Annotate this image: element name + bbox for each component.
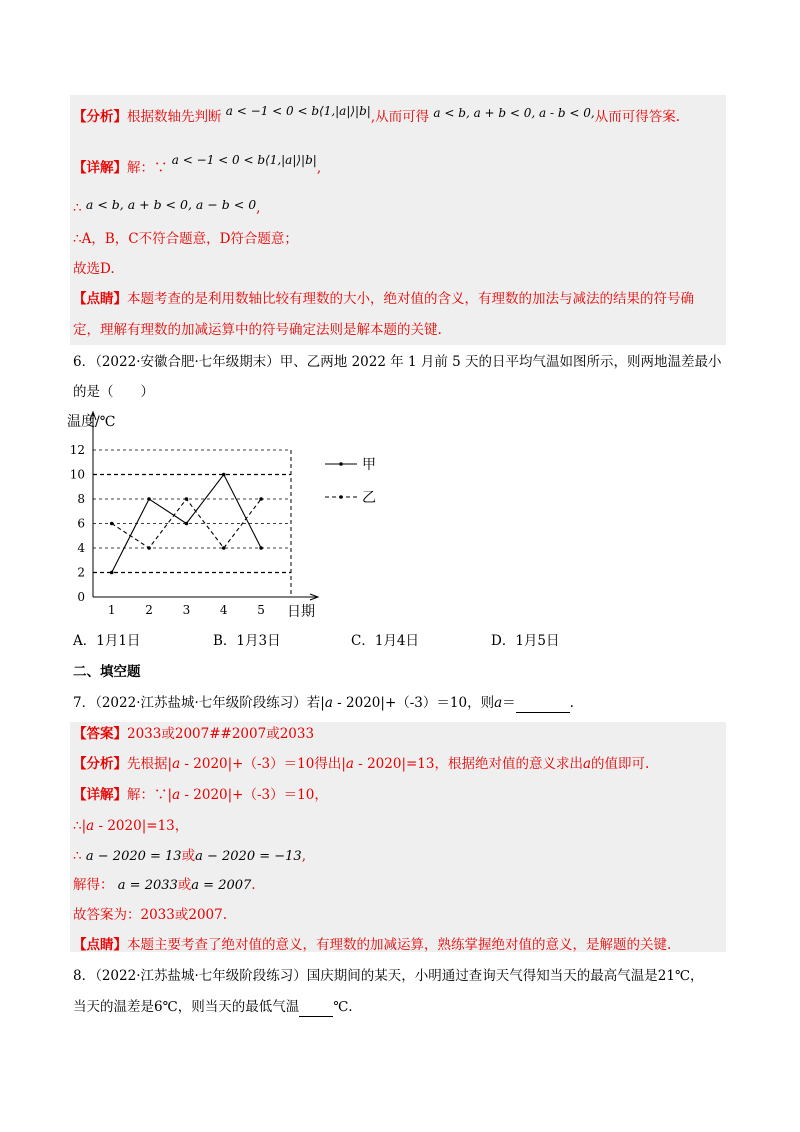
chart-xlabel: 日期: [287, 604, 315, 620]
chart-ylabel: 温度/℃: [67, 414, 116, 430]
section-title: 二、填空题: [73, 664, 141, 680]
q7-stem: 7．（2022·江苏盐城·七年级阶段练习）若|a - 2020|+（-3）＝10，则a＝ .: [73, 695, 574, 711]
q5-analysis-line: 【分析】根据数轴先判断 a < −1 < 0 < b⟨1,|a|⟩|b|,从而可得 a < b, a + b < 0, a - b < 0,从而可得答案.: [73, 104, 680, 125]
y-tick-label: 12: [69, 443, 85, 457]
q5-comment-line2: 定，理解有理数的加减运算中的符号确定法则是解本题的关键.: [73, 322, 442, 338]
y-tick-label: 2: [77, 565, 85, 580]
q6-choice-d[interactable]: D．1月5日: [491, 633, 560, 649]
q8-stem-line1: 8．（2022·江苏盐城·七年级阶段练习）国庆期间的某天，小明通过查询天气得知当天的最高气温是21℃，: [73, 968, 704, 984]
q6-stem-line1: 6．（2022·安徽合肥·七年级期末）甲、乙两地 2022 年 1 月前 5 天的日平均气温如图所示，则两地温差最小: [73, 354, 722, 370]
x-tick-label: 5: [257, 603, 265, 617]
q7-comment-line: 【点睛】本题主要考查了绝对值的意义，有理数的加减运算，熟练掌握绝对值的意义，是解题的关键.: [73, 937, 672, 953]
y-tick-label: 4: [77, 541, 85, 555]
chart-legend: [325, 457, 376, 506]
q5-detail-math: a < −1 < 0 < b⟨1,|a|⟩|b|: [171, 153, 317, 167]
q5-detail-line: 【详解】解：∵ a < −1 < 0 < b⟨1,|a|⟩|b|,: [73, 153, 322, 176]
q7-detail-line2: ∴|a - 2020|=13，: [73, 818, 189, 834]
legend-label: 乙: [362, 490, 376, 506]
q5-detail-line4: 故选D.: [73, 261, 115, 277]
q6-choice-b[interactable]: B．1月3日: [213, 633, 281, 649]
q5-comment-line1: 【点睛】本题考查的是利用数轴比较有理数的大小，绝对值的含义，有理数的加法与减法的结果的符号确: [73, 291, 694, 307]
q7-answer-blank[interactable]: [516, 696, 570, 713]
q6-choice-a[interactable]: A．1月1日: [73, 633, 141, 649]
q5-analysis-math2: a < b, a + b < 0, a - b < 0,: [433, 106, 595, 120]
x-tick-label: 3: [182, 603, 191, 617]
legend-marker: [339, 495, 343, 499]
q7-answer-line: 【答案】2033或2007##2007或2033: [73, 726, 315, 742]
series-point: [222, 473, 226, 477]
legend-label: 甲: [362, 457, 376, 473]
q7-detail-line: 【详解】解：∵|a - 2020|+（-3）＝10，: [73, 787, 328, 803]
series-point: [147, 497, 151, 501]
q6-choice-c[interactable]: C．1月4日: [351, 633, 420, 649]
chart-y-ticks: [70, 443, 86, 604]
q5-detail-line3: ∴A，B，C不符合题意，D符合题意；: [73, 231, 298, 247]
q7-detail-line3: ∴ a − 2020 = 13或a − 2020 = −13,: [73, 848, 306, 864]
q7-detail-line5: 故答案为：2033或2007.: [73, 907, 228, 923]
y-tick-label: 8: [77, 492, 85, 506]
q6-stem-line2: 的是（ ）: [73, 384, 154, 400]
y-tick-label: 10: [69, 467, 85, 482]
q7-detail-line4: 解得： a = 2033或a = 2007.: [73, 877, 256, 893]
x-tick-label: 1: [107, 603, 116, 617]
chart-grid: [93, 450, 291, 597]
q8-answer-blank[interactable]: [299, 1000, 333, 1017]
legend-marker: [339, 462, 343, 466]
x-tick-label: 4: [219, 603, 228, 617]
series-point: [185, 522, 189, 526]
series-point: [185, 497, 189, 501]
series-point: [110, 522, 114, 526]
y-tick-label: 0: [77, 590, 85, 604]
y-tick-label: 6: [77, 516, 85, 531]
series-point: [259, 546, 263, 550]
q7-analysis-line: 【分析】先根据|a - 2020|+（-3）＝10得出|a - 2020|=13，根据绝对值的意义求出a的值即可.: [73, 756, 650, 772]
series-point: [222, 546, 226, 550]
series-point: [259, 497, 263, 501]
q5-analysis-math1: a < −1 < 0 < b⟨1,|a|⟩|b|: [225, 104, 371, 118]
q5-line2-math: a < b, a + b < 0, a − b < 0: [85, 197, 257, 212]
q5-detail-line2: ∴ a < b, a + b < 0, a − b < 0,: [73, 197, 261, 216]
series-point: [110, 571, 114, 575]
chart-axes: [90, 412, 318, 600]
temperature-chart: [55, 405, 395, 620]
series-point: [147, 546, 151, 550]
q8-stem-line2: 当天的温差是6℃，则当天的最低气温 ℃.: [73, 999, 353, 1015]
chart-x-ticks: [108, 603, 265, 617]
x-tick-label: 2: [145, 603, 153, 617]
